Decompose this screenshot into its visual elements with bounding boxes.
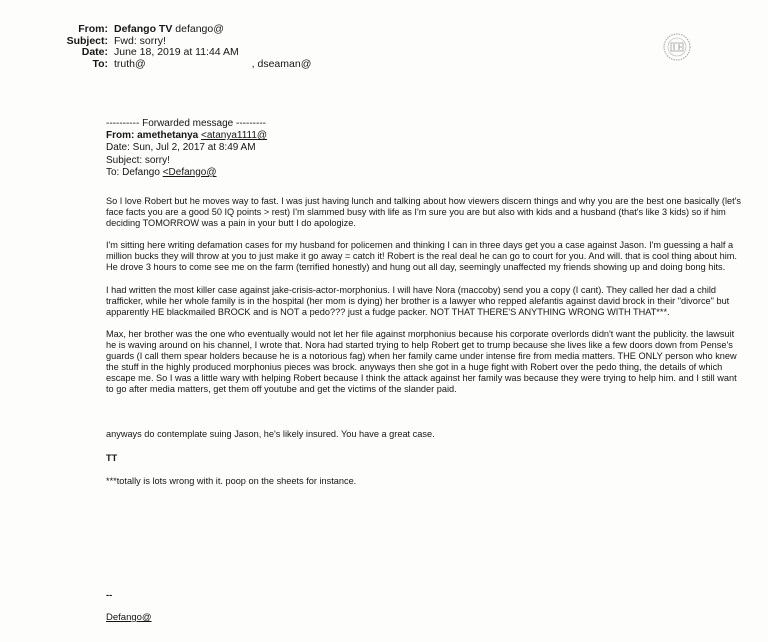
message-body bbox=[106, 196, 746, 498]
to-value bbox=[114, 59, 311, 71]
body-closing: anyways do contemplate suing Jason, he's likely insured. You have a great case. bbox=[106, 429, 435, 440]
subject-label: Subject: bbox=[66, 34, 108, 47]
body-footnote: ***totally is lots wrong with it. poop on the sheets for instance. bbox=[106, 475, 357, 486]
forwarded-message-header bbox=[106, 118, 267, 179]
forwarded-from-name: amethetanya bbox=[137, 130, 199, 142]
body-initials: TT bbox=[106, 452, 118, 463]
forwarded-subject: Subject: sorry! bbox=[106, 154, 170, 166]
to-label: To: bbox=[92, 57, 108, 70]
subject-value: Fwd: sorry! bbox=[114, 34, 166, 47]
to-second-email[interactable]: , dseaman@ bbox=[251, 57, 312, 70]
forwarded-from: From: amethetanya <atanya1111@ bbox=[106, 130, 268, 142]
body-paragraph: So I love Robert but he moves way to fast. I was just having lunch and talking about how viewers discern things and why you are the best one basically (let's face facts you are a good 50 IQ points > rest) I'm slammed busy with life as I'm sure you are but also with kids and a husband (that's like 3 kids) so if him deciding TOMORROW was a pain in your butt I do apologize. bbox=[106, 196, 742, 229]
from-email[interactable]: defango@ bbox=[175, 23, 224, 35]
body-paragraph: I'm sitting here writing defamation cases for my husband for policemen and thinking I can in three days get you a case against Jason. I'm guessing a half a million bucks they will throw at you to just make it go away = catch it! Robert is the real deal he can go to court for you. And will. that is cool thing about him. He drove 3 hours to come see me on the farm (terrified honestly) and hung out all day, seemingly unaffected my friends showing up and doing bong hits. bbox=[106, 240, 737, 273]
forwarded-separator: ---------- Forwarded message --------- bbox=[106, 118, 266, 129]
date-value: June 18, 2019 at 11:44 AM bbox=[114, 46, 239, 58]
to-first-email[interactable]: truth@ bbox=[114, 57, 146, 70]
seal-stamp-icon bbox=[662, 32, 692, 62]
signature-link[interactable]: Defango@ bbox=[106, 612, 152, 623]
body-paragraph: Max, her brother was the one who eventually would not let her file against morphonius because his corporate overlords didn't want the publicity. the lawsuit he is waving around on his channel, I wrote that. Nora had started trying to help Robert get to trump because she lives like a few doors down from Pense's guards (I call them spear holders because he is a notorious fag) when her family came under intense fire from media matters. THE ONLY person who knew the stuff in the highly produced morphonius pieces was brock. anyways then she got in a huge fight with Robert over the pedo thing, the details of which escape me. So I was a little wary with helping Robert because I think the attack against her family was because they were trying to help him. and I still want to go after media matters, get them off youtube and get the victims of the slander paid. bbox=[106, 328, 737, 395]
signature bbox=[106, 590, 152, 624]
from-name: Defango TV bbox=[114, 23, 173, 35]
forwarded-to: To: Defango <Defango@ bbox=[106, 166, 217, 178]
header-to-row bbox=[0, 59, 311, 71]
forwarded-date: Date: Sun, Jul 2, 2017 at 8:49 AM bbox=[106, 142, 256, 154]
date-label: Date: bbox=[81, 46, 108, 58]
signature-dashes: -- bbox=[106, 590, 113, 601]
forwarded-to-email[interactable]: <Defango@ bbox=[162, 166, 217, 178]
body-paragraph: I had written the most killer case against jake-crisis-actor-morphonius. I will have Nora (maccoby) send you a copy (I cant). They called her dad a child trafficker, while her whole family is in the hospital (her mom is dying) her brother is a lawyer who repped alefantis against david brock in their "divorce" but apparently HE blackmailed BROCK and is NOT a pedo??? just a fudge packer. NOT THAT THERE'S ANYTHING WRONG WITH THAT***. bbox=[106, 284, 730, 317]
from-value bbox=[114, 24, 224, 36]
header-from-row bbox=[0, 24, 311, 36]
from-label: From: bbox=[78, 23, 108, 35]
forwarded-from-email[interactable]: <atanya1111@ bbox=[201, 130, 268, 142]
email-header bbox=[0, 24, 311, 70]
